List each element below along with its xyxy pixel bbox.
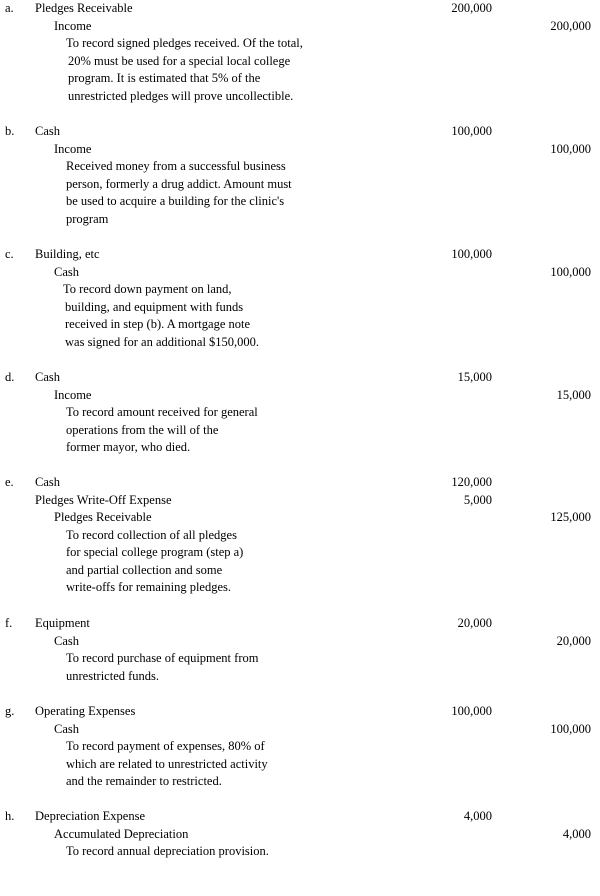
entry-letter: g. <box>5 704 15 718</box>
entry-line <box>0 474 600 492</box>
memo-line: be used to acquire a building for the clinic's <box>66 194 285 208</box>
memo-line: To record payment of expenses, 80% of <box>66 739 265 753</box>
debit-amount: 100,000 <box>451 124 492 138</box>
debit-amount: 15,000 <box>457 370 492 384</box>
account-name: Pledges Write-Off Expense <box>35 492 172 507</box>
entry-letter: f. <box>5 616 13 630</box>
debit-amount: 4,000 <box>463 809 492 823</box>
memo-line: To record collection of all pledges <box>66 527 237 542</box>
entry-line <box>0 703 600 721</box>
credit-amount: 100,000 <box>550 264 591 279</box>
account-name: Accumulated Depreciation <box>54 826 189 841</box>
debit-amount: 200,000 <box>451 1 492 15</box>
memo-line: for special college program (step a) <box>66 545 244 559</box>
entry-line <box>0 18 600 36</box>
credit-amount: 4,000 <box>562 826 591 841</box>
journal-entry-d <box>0 369 600 457</box>
memo-line: To record signed pledges received. Of the total, <box>66 36 303 50</box>
account-name: Pledges Receivable <box>35 1 133 15</box>
journal-entry-f <box>0 615 600 685</box>
entry-memo <box>0 738 600 791</box>
credit-amount: 100,000 <box>550 721 591 736</box>
memo-line: was signed for an additional $150,000. <box>65 334 260 349</box>
credit-amount: 100,000 <box>550 141 591 156</box>
memo-line: unrestricted pledges will prove uncollectible. <box>68 88 294 103</box>
entry-line <box>0 141 600 159</box>
debit-amount: 20,000 <box>457 616 492 630</box>
entry-line <box>0 808 600 826</box>
debit-amount: 5,000 <box>463 492 492 507</box>
memo-line: and the remainder to restricted. <box>66 774 222 788</box>
memo-line: Received money from a successful business <box>66 159 286 173</box>
account-name: Operating Expenses <box>35 704 136 718</box>
credit-amount: 15,000 <box>556 387 591 402</box>
journal-entry-a <box>0 0 600 105</box>
entry-line <box>0 826 600 844</box>
account-name: Income <box>54 141 92 156</box>
entry-memo <box>0 843 600 861</box>
debit-amount: 120,000 <box>451 475 492 489</box>
entry-line <box>0 615 600 633</box>
credit-amount: 125,000 <box>550 510 591 524</box>
entry-memo <box>0 158 600 228</box>
journal-entry-h <box>0 808 600 861</box>
memo-line: To record amount received for general <box>66 405 258 419</box>
account-name: Income <box>54 387 92 402</box>
credit-amount: 20,000 <box>556 633 591 648</box>
memo-line: To record purchase of equipment from <box>66 651 259 665</box>
entry-line <box>0 721 600 739</box>
journal-entry-b <box>0 123 600 228</box>
account-name: Cash <box>35 124 60 138</box>
memo-line: To record annual depreciation provision. <box>66 844 269 858</box>
entry-letter: e. <box>5 475 14 489</box>
credit-amount: 200,000 <box>550 18 591 33</box>
debit-amount: 100,000 <box>451 247 492 261</box>
memo-line: building, and equipment with funds <box>65 299 244 314</box>
entry-letter: c. <box>5 247 14 261</box>
account-name: Cash <box>54 721 79 736</box>
memo-line: 20% must be used for a special local college <box>68 53 291 68</box>
memo-line: received in step (b). A mortgage note <box>65 317 251 331</box>
entry-memo <box>0 527 600 597</box>
entry-memo <box>0 35 600 105</box>
journal-entry-g <box>0 703 600 791</box>
entry-letter: b. <box>5 124 15 138</box>
account-name: Income <box>54 18 92 33</box>
debit-amount: 100,000 <box>451 704 492 718</box>
account-name: Cash <box>54 264 79 279</box>
memo-line: and partial collection and some <box>66 562 223 577</box>
entry-line <box>0 0 600 18</box>
entry-line <box>0 633 600 651</box>
account-name: Depreciation Expense <box>35 809 146 823</box>
entry-letter: d. <box>5 370 15 384</box>
memo-line: person, formerly a drug addict. Amount must <box>66 176 292 191</box>
journal-entry-e <box>0 474 600 597</box>
account-name: Cash <box>35 370 60 384</box>
memo-line: To record down payment on land, <box>63 282 232 296</box>
account-name: Cash <box>35 475 60 489</box>
account-name: Equipment <box>35 616 90 630</box>
account-name: Building, etc <box>35 247 100 261</box>
memo-line: which are related to unrestricted activity <box>66 756 268 771</box>
journal-entry-c <box>0 246 600 351</box>
account-name: Pledges Receivable <box>54 510 152 524</box>
entry-line <box>0 509 600 527</box>
memo-line: unrestricted funds. <box>66 668 160 683</box>
memo-line: write-offs for remaining pledges. <box>66 580 231 594</box>
account-name: Cash <box>54 633 79 648</box>
entry-line <box>0 492 600 510</box>
entry-letter: h. <box>5 809 15 823</box>
entry-letter: a. <box>5 1 14 15</box>
memo-line: program. It is estimated that 5% of the <box>68 71 261 85</box>
entry-line <box>0 246 600 264</box>
memo-line: former mayor, who died. <box>66 440 191 454</box>
memo-line: operations from the will of the <box>66 422 219 437</box>
entry-memo <box>0 281 600 351</box>
entry-line <box>0 387 600 405</box>
entry-line <box>0 369 600 387</box>
entry-memo <box>0 404 600 457</box>
memo-line: program <box>66 211 109 226</box>
entry-memo <box>0 650 600 685</box>
entry-line <box>0 264 600 282</box>
entry-line <box>0 123 600 141</box>
